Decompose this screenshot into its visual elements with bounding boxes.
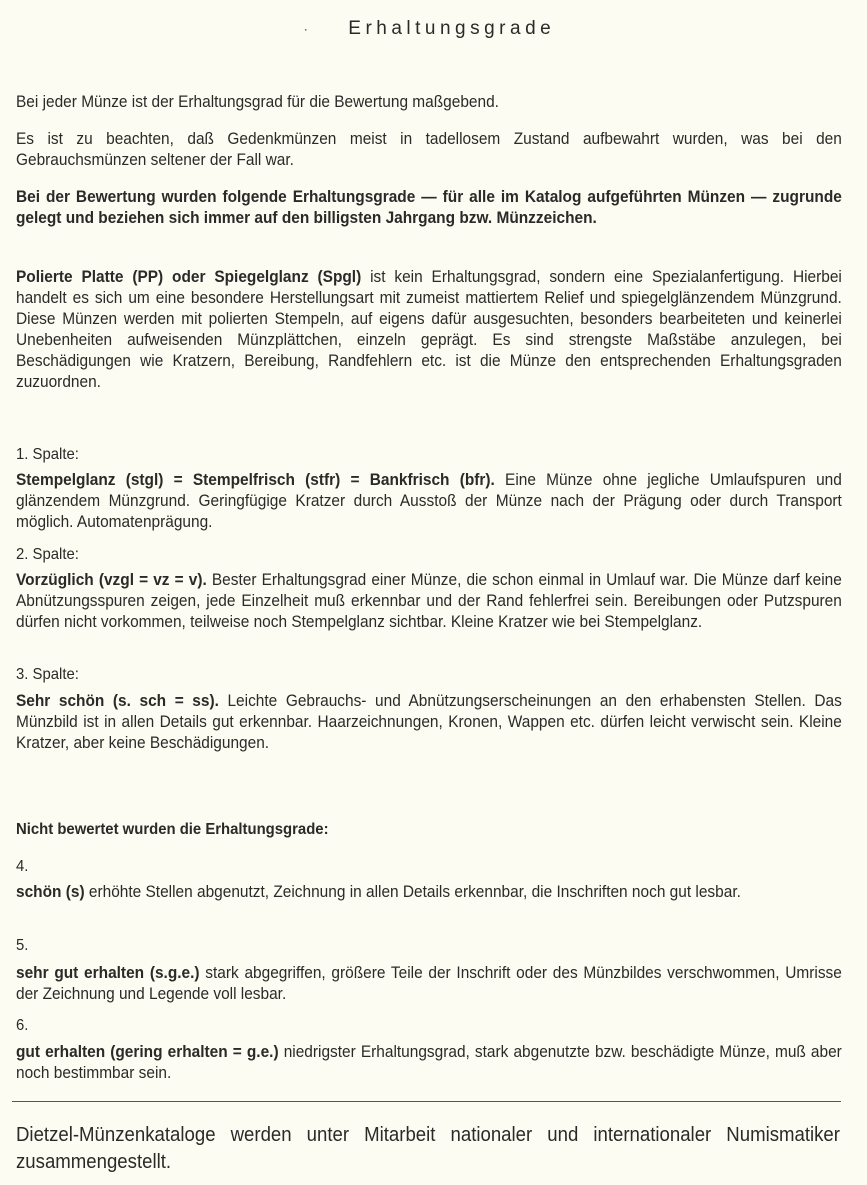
spalte-3-label: 3. Spalte: bbox=[16, 666, 79, 683]
grade-6-text: niedrigster Erhaltungsgrad, stark abgenutzte bzw. beschädigte Münze, muß aber noch bestimmbar sein. bbox=[16, 1042, 842, 1082]
grade-5-text: stark abgegriffen, größere Teile der Inschrift oder des Münzbildes verschwommen, Umrisse der Zeichnung und Legende voll lesbar. bbox=[16, 963, 842, 1003]
intro-paragraph-bold: Bei der Bewertung wurden folgende Erhaltungsgrade — für alle im Katalog aufgeführten Münzen — zugrunde gelegt und beziehen sich immer auf den billigsten Jahrgang bzw. Münzzeichen. bbox=[16, 187, 842, 227]
grade-4-term: schön (s) bbox=[16, 882, 85, 901]
spalte-2-label: 2. Spalte: bbox=[16, 546, 79, 563]
grade-6-paragraph bbox=[16, 1041, 842, 1083]
grade-5-term: sehr gut erhalten (s.g.e.) bbox=[16, 963, 200, 982]
spalte-1-text: Eine Münze ohne jegliche Umlaufspuren und glänzendem Münzgrund. Geringfügige Kratzer durch Ausstoß der Münze nach der Prägung oder durch Transport möglich. Automatenprägung. bbox=[16, 470, 842, 531]
spalte-1-paragraph bbox=[16, 469, 842, 532]
spalte-1-term: Stempelglanz (stgl) = Stempelfrisch (stfr) = Bankfrisch (bfr). bbox=[16, 470, 495, 489]
polierte-platte-paragraph bbox=[16, 266, 842, 392]
grade-6-term: gut erhalten (gering erhalten = g.e.) bbox=[16, 1042, 279, 1061]
spalte-2-paragraph bbox=[16, 569, 842, 632]
spalte-3-term: Sehr schön (s. sch = ss). bbox=[16, 691, 219, 710]
spalte-1-label: 1. Spalte: bbox=[16, 446, 79, 463]
grade-5-paragraph bbox=[16, 962, 842, 1004]
grade-6-label: 6. bbox=[16, 1017, 29, 1034]
nicht-bewertet-heading: Nicht bewertet wurden die Erhaltungsgrade: bbox=[16, 821, 329, 838]
grade-4-text: erhöhte Stellen abgenutzt, Zeichnung in allen Details erkennbar, die Inschriften noch gut lesbar. bbox=[84, 882, 741, 901]
grade-4-paragraph bbox=[16, 881, 842, 902]
page-title-text: Erhaltungsgrade bbox=[348, 18, 556, 39]
footer-note: Dietzel-Münzenkataloge werden unter Mitarbeit nationaler und internationaler Numismatiker zusammengestellt. bbox=[16, 1124, 840, 1173]
spalte-3-text: Leichte Gebrauchs- und Abnützungserscheinungen an den erhabensten Stellen. Das Münzbild ist in allen Details gut erkennbar. Haarzeichnungen, Kronen, Wappen etc. dürfen leicht verwischt sein. Kleine Kratzer, aber keine Beschädigungen. bbox=[16, 691, 842, 752]
horizontal-rule bbox=[12, 1101, 841, 1102]
intro-paragraph-1: Bei jeder Münze ist der Erhaltungsgrad für die Bewertung maßgebend. bbox=[16, 92, 499, 111]
grade-4-label: 4. bbox=[16, 858, 29, 875]
polierte-platte-term: Polierte Platte (PP) oder Spiegelglanz (Spgl) bbox=[16, 267, 362, 286]
grade-5-label: 5. bbox=[16, 937, 29, 954]
intro-paragraph-2: Es ist zu beachten, daß Gedenkmünzen meist in tadellosem Zustand aufbewahrt wurden, was bei den Gebrauchsmünzen seltener der Fall war. bbox=[16, 129, 842, 169]
page-title bbox=[0, 18, 863, 40]
spalte-3-paragraph bbox=[16, 690, 842, 753]
polierte-platte-text: ist kein Erhaltungsgrad, sondern eine Spezialanfertigung. Hierbei handelt es sich um eine besondere Herstellungsart mit zumeist mattiertem Relief und spiegelglänzendem Münzgrund. Diese Münzen werden mit polierten Stempeln, auf eigens dafür ausgesuchten, besonders bearbeiteten und keinerlei Unebenheiten aufweisenden Münzplättchen, einzeln geprägt. Es sind strengste Maßstäbe anzulegen, bei Beschädigungen wie Kratzern, Bereibung, Randfehlern etc. ist die Münze den entsprechenden Erhaltungsgraden zuzuordnen. bbox=[16, 267, 842, 391]
stray-dot: · bbox=[303, 21, 313, 36]
spalte-2-term: Vorzüglich (vzgl = vz = v). bbox=[16, 570, 207, 589]
spalte-2-text: Bester Erhaltungsgrad einer Münze, die schon einmal in Umlauf war. Die Münze darf keine Abnützungsspuren zeigen, jede Einzelheit muß erkennbar und der Rand fehlerfrei sein. Bereibungen oder Putzspuren dürfen nicht vorkommen, teilweise noch Stempelglanz sichtbar. Kleine Kratzer wie bei Stempelglanz. bbox=[16, 570, 842, 631]
